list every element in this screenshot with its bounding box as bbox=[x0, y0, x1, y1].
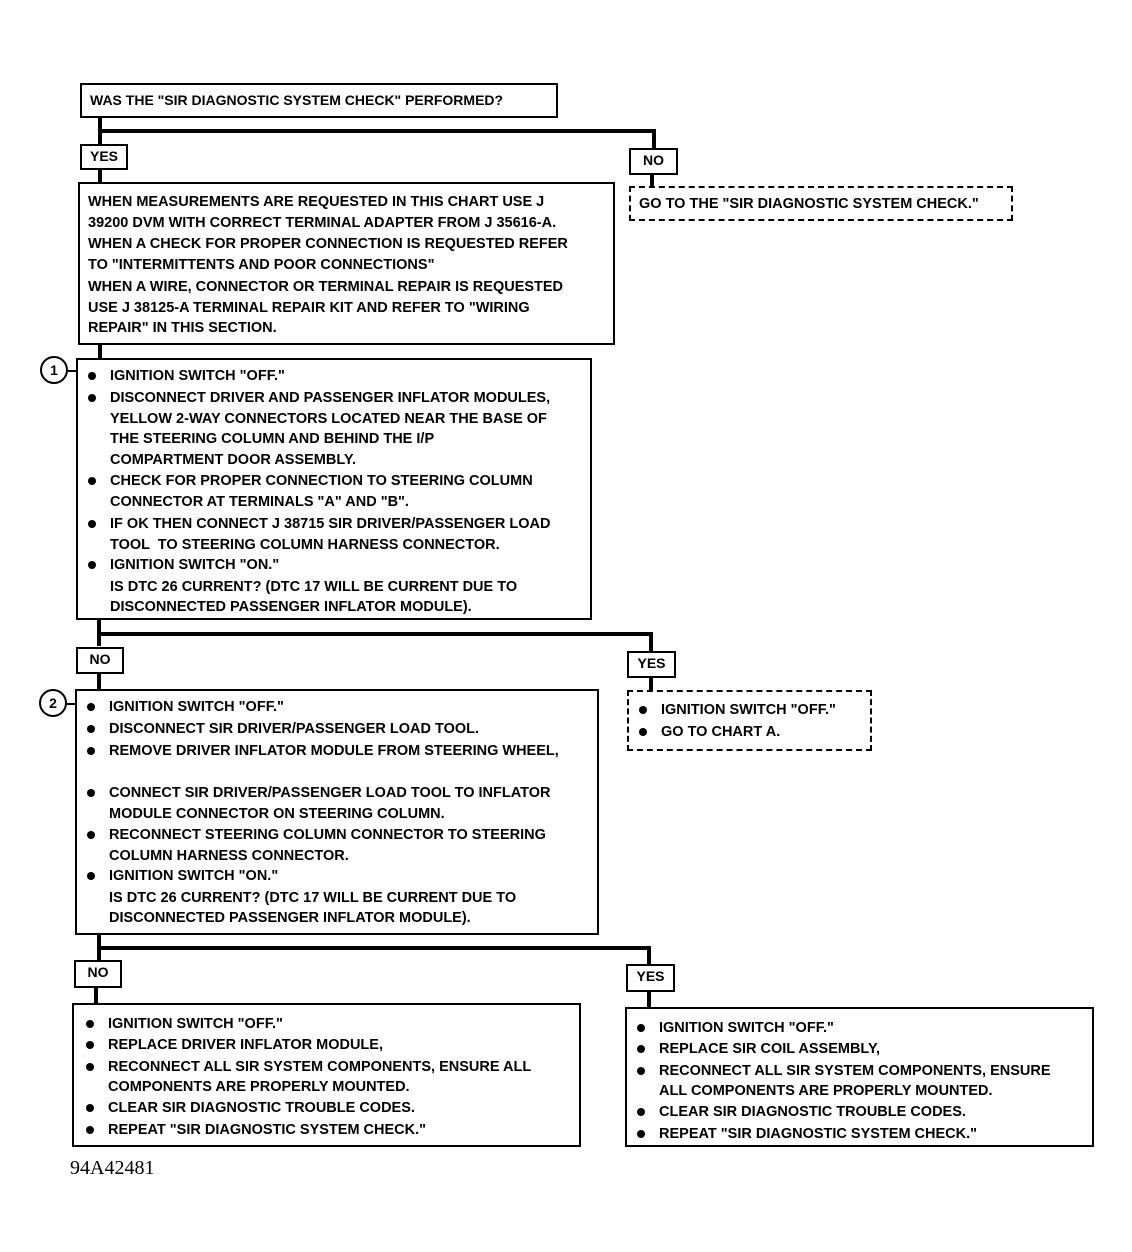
bullet-icon bbox=[87, 747, 95, 755]
connector-line bbox=[647, 990, 651, 1008]
connector-line bbox=[649, 632, 653, 652]
bullet-icon bbox=[88, 394, 96, 402]
intro-line: REPAIR" IN THIS SECTION. bbox=[88, 320, 277, 336]
step-1-yes-box bbox=[627, 690, 872, 751]
step-1-line: DISCONNECTED PASSENGER INFLATOR MODULE). bbox=[110, 599, 472, 615]
connector-line bbox=[94, 986, 98, 1004]
bullet-icon bbox=[639, 706, 647, 714]
bullet-icon bbox=[86, 1020, 94, 1028]
step-2-no-line: CLEAR SIR DIAGNOSTIC TROUBLE CODES. bbox=[108, 1098, 415, 1119]
step-1-line: COMPARTMENT DOOR ASSEMBLY. bbox=[110, 452, 356, 468]
step-2-line: IGNITION SWITCH "OFF." bbox=[109, 697, 284, 718]
connector-line bbox=[97, 632, 653, 636]
step-2-yes-line: CLEAR SIR DIAGNOSTIC TROUBLE CODES. bbox=[659, 1102, 966, 1123]
step-2-line: DISCONNECT SIR DRIVER/PASSENGER LOAD TOOL. bbox=[109, 719, 479, 740]
bullet-icon bbox=[87, 872, 95, 880]
step-1-line: IGNITION SWITCH "ON." bbox=[110, 555, 279, 576]
bullet-icon bbox=[87, 725, 95, 733]
bullet-icon bbox=[86, 1063, 94, 1071]
step-1-yes-line: GO TO CHART A. bbox=[661, 722, 780, 743]
intro-line: USE J 38125-A TERMINAL REPAIR KIT AND REFER TO "WIRING bbox=[88, 300, 530, 316]
step-1-yes-line: IGNITION SWITCH "OFF." bbox=[661, 700, 836, 721]
intro-line: WHEN A CHECK FOR PROPER CONNECTION IS REQUESTED REFER bbox=[88, 236, 568, 252]
bullet-icon bbox=[88, 561, 96, 569]
step-2-no-line: IGNITION SWITCH "OFF." bbox=[108, 1014, 283, 1035]
no-action-text: GO TO THE "SIR DIAGNOSTIC SYSTEM CHECK." bbox=[639, 196, 979, 212]
yes-tag: YES bbox=[627, 651, 676, 678]
step-1-line: IF OK THEN CONNECT J 38715 SIR DRIVER/PASSENGER LOAD bbox=[110, 514, 550, 535]
step-1-line: IS DTC 26 CURRENT? (DTC 17 WILL BE CURRENT DUE TO bbox=[110, 579, 518, 595]
step-2-no-line: COMPONENTS ARE PROPERLY MOUNTED. bbox=[108, 1079, 410, 1095]
step-2-yes-line: RECONNECT ALL SIR SYSTEM COMPONENTS, ENSURE bbox=[659, 1061, 1051, 1082]
step-2-line: IGNITION SWITCH "ON." bbox=[109, 866, 278, 887]
step-1-line: THE STEERING COLUMN AND BEHIND THE I/P bbox=[110, 431, 435, 447]
connector-line bbox=[649, 677, 653, 691]
step-1-box bbox=[76, 358, 592, 620]
intro-box bbox=[78, 182, 615, 345]
step-1-line: TOOL TO STEERING COLUMN HARNESS CONNECTOR. bbox=[110, 537, 500, 553]
yes-tag: YES bbox=[626, 964, 675, 992]
bullet-icon bbox=[637, 1067, 645, 1075]
connector-line bbox=[652, 129, 656, 149]
bullet-icon bbox=[87, 703, 95, 711]
bullet-icon bbox=[87, 831, 95, 839]
start-question-box bbox=[80, 83, 558, 118]
step-2-yes-line: ALL COMPONENTS ARE PROPERLY MOUNTED. bbox=[659, 1083, 993, 1099]
no-action-box bbox=[629, 186, 1013, 221]
connector-line bbox=[647, 946, 651, 966]
bullet-icon bbox=[88, 372, 96, 380]
step-2-yes-line: REPEAT "SIR DIAGNOSTIC SYSTEM CHECK." bbox=[659, 1124, 977, 1145]
step-2-line: IS DTC 26 CURRENT? (DTC 17 WILL BE CURRENT DUE TO bbox=[109, 890, 517, 906]
bullet-icon bbox=[637, 1045, 645, 1053]
start-question-text: WAS THE "SIR DIAGNOSTIC SYSTEM CHECK" PERFORMED? bbox=[90, 92, 504, 108]
step-2-no-box bbox=[72, 1003, 581, 1147]
no-tag: NO bbox=[76, 647, 124, 674]
step-2-line: DISCONNECTED PASSENGER INFLATOR MODULE). bbox=[109, 910, 471, 926]
bullet-icon bbox=[87, 789, 95, 797]
step-2-circle: 2 bbox=[39, 689, 67, 717]
step-1-line: DISCONNECT DRIVER AND PASSENGER INFLATOR MODULES, bbox=[110, 388, 550, 409]
bullet-icon bbox=[637, 1024, 645, 1032]
yes-tag: YES bbox=[80, 144, 128, 170]
no-tag: NO bbox=[74, 960, 122, 988]
connector-line bbox=[98, 129, 656, 133]
bullet-icon bbox=[639, 728, 647, 736]
connector-line bbox=[97, 946, 651, 950]
step-1-line: YELLOW 2-WAY CONNECTORS LOCATED NEAR THE BASE OF bbox=[110, 411, 547, 427]
step-2-yes-line: IGNITION SWITCH "OFF." bbox=[659, 1018, 834, 1039]
intro-line: TO "INTERMITTENTS AND POOR CONNECTIONS" bbox=[88, 257, 435, 273]
bullet-icon bbox=[88, 477, 96, 485]
intro-line: 39200 DVM WITH CORRECT TERMINAL ADAPTER FROM J 35616-A. bbox=[88, 215, 557, 231]
step-1-line: IGNITION SWITCH "OFF." bbox=[110, 366, 285, 387]
connector-line bbox=[97, 672, 101, 690]
bullet-icon bbox=[86, 1126, 94, 1134]
step-2-box bbox=[75, 689, 599, 935]
step-2-line: CONNECT SIR DRIVER/PASSENGER LOAD TOOL TO INFLATOR bbox=[109, 783, 550, 804]
step-1-line: CHECK FOR PROPER CONNECTION TO STEERING COLUMN bbox=[110, 471, 533, 492]
step-2-line: MODULE CONNECTOR ON STEERING COLUMN. bbox=[109, 806, 445, 822]
bullet-icon bbox=[637, 1130, 645, 1138]
bullet-icon bbox=[86, 1104, 94, 1112]
step-1-circle: 1 bbox=[40, 356, 68, 384]
step-2-no-line: RECONNECT ALL SIR SYSTEM COMPONENTS, ENSURE ALL bbox=[108, 1057, 531, 1078]
step-2-yes-box bbox=[625, 1007, 1094, 1147]
step-2-no-line: REPLACE DRIVER INFLATOR MODULE, bbox=[108, 1035, 383, 1056]
bullet-icon bbox=[86, 1041, 94, 1049]
bullet-icon bbox=[637, 1108, 645, 1116]
bullet-icon bbox=[88, 520, 96, 528]
no-tag: NO bbox=[629, 148, 678, 175]
step-2-line: COLUMN HARNESS CONNECTOR. bbox=[109, 848, 349, 864]
intro-line: WHEN A WIRE, CONNECTOR OR TERMINAL REPAIR IS REQUESTED bbox=[88, 279, 564, 295]
intro-line: WHEN MEASUREMENTS ARE REQUESTED IN THIS CHART USE J bbox=[88, 194, 545, 210]
figure-reference: 94A42481 bbox=[70, 1157, 155, 1179]
step-1-line: CONNECTOR AT TERMINALS "A" AND "B". bbox=[110, 494, 409, 510]
step-2-no-line: REPEAT "SIR DIAGNOSTIC SYSTEM CHECK." bbox=[108, 1120, 426, 1141]
step-2-line: REMOVE DRIVER INFLATOR MODULE FROM STEERING WHEEL, bbox=[109, 741, 559, 762]
step-2-yes-line: REPLACE SIR COIL ASSEMBLY, bbox=[659, 1039, 880, 1060]
step-2-line: RECONNECT STEERING COLUMN CONNECTOR TO STEERING bbox=[109, 825, 546, 846]
